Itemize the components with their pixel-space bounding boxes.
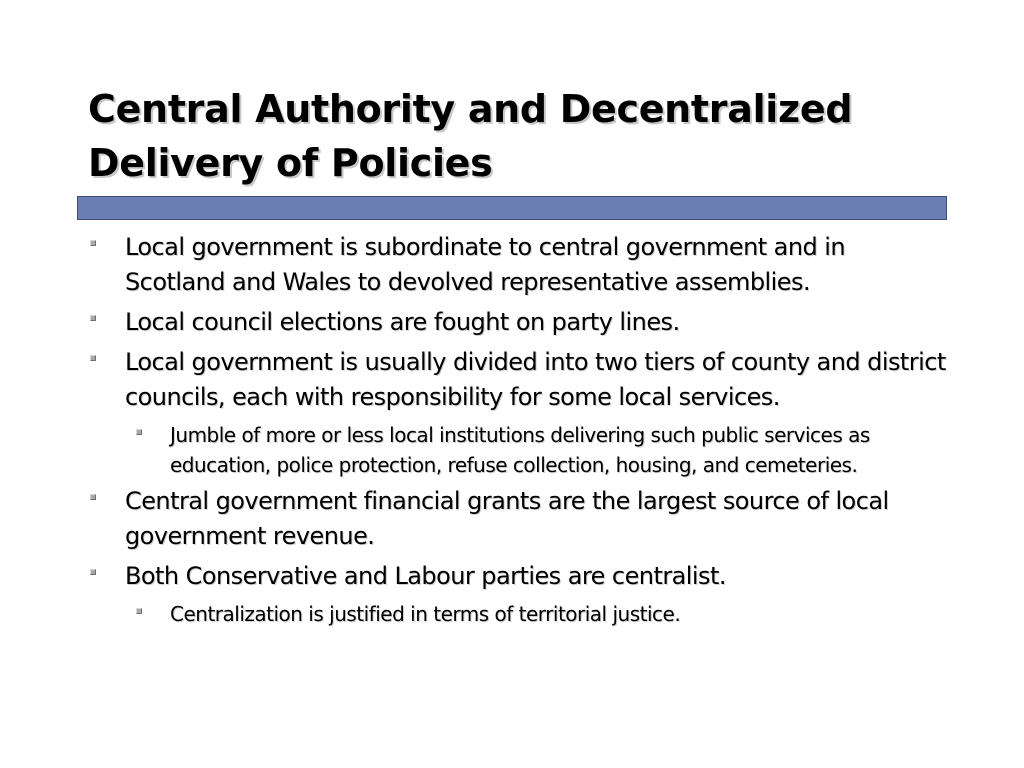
bullet-list xyxy=(88,230,948,629)
bullet-text: Both Conservative and Labour parties are centralist. xyxy=(125,562,726,590)
bullet-text: Local council elections are fought on party lines. xyxy=(125,308,680,336)
square-bullet-icon xyxy=(136,429,142,435)
bullet-item-1 xyxy=(88,230,948,300)
title-underline-bar xyxy=(77,196,947,220)
square-bullet-icon xyxy=(90,315,96,321)
square-bullet-icon xyxy=(90,569,96,575)
square-bullet-icon xyxy=(90,494,96,500)
square-bullet-icon xyxy=(136,608,142,614)
bullet-text: Local government is usually divided into two tiers of county and district councils, each with responsibility for some local services. xyxy=(125,348,946,411)
bullet-item-5 xyxy=(88,559,948,594)
sub-bullet-text: Jumble of more or less local institutions delivering such public services as education, police protection, refuse collection, housing, and cemeteries. xyxy=(170,423,870,477)
square-bullet-icon xyxy=(90,240,96,246)
sub-bullet-text: Centralization is justified in terms of territorial justice. xyxy=(170,602,681,626)
bullet-text: Central government financial grants are the largest source of local government revenue. xyxy=(125,487,889,550)
sub-bullet-item-5-1 xyxy=(134,599,948,629)
bullet-item-4 xyxy=(88,484,948,554)
square-bullet-icon xyxy=(90,355,96,361)
bullet-item-3 xyxy=(88,345,948,415)
sub-bullet-item-3-1 xyxy=(134,420,948,480)
slide-title xyxy=(88,82,948,190)
bullet-item-2 xyxy=(88,305,948,340)
slide-title-line-1: Central Authority and Decentralized xyxy=(88,87,853,131)
bullet-text: Local government is subordinate to central government and in Scotland and Wales to devolved representative assemblies. xyxy=(125,233,846,296)
bullet-list-container xyxy=(88,230,948,633)
slide-title-line-2: Delivery of Policies xyxy=(88,141,493,185)
